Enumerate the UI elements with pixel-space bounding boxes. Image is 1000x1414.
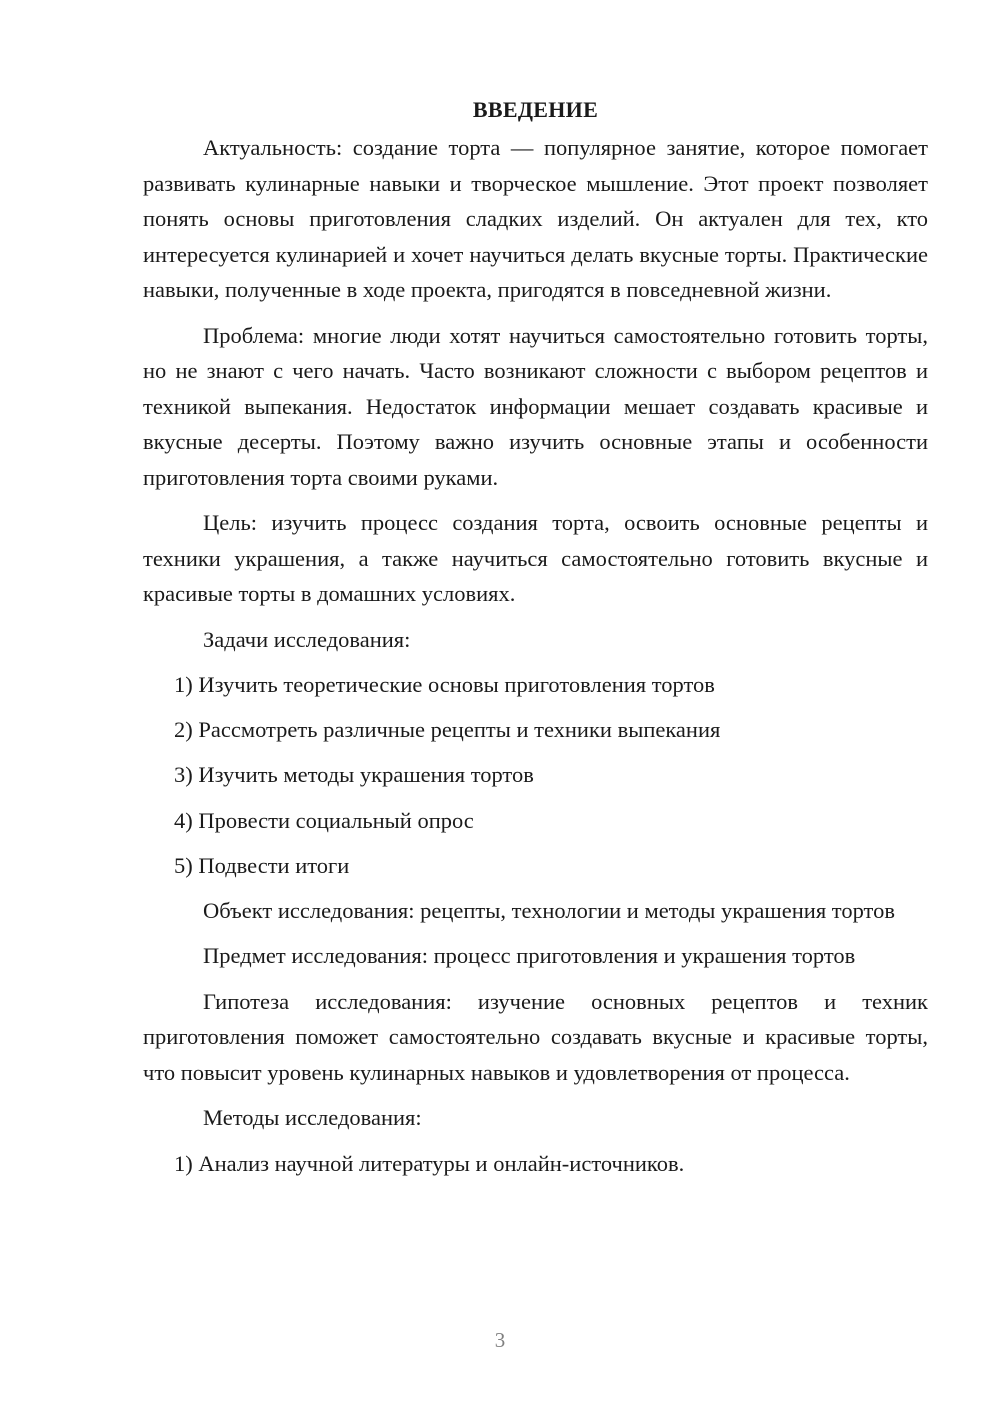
- tasks-label: Задачи исследования:: [203, 626, 411, 652]
- document-page: [143, 92, 928, 1191]
- subject-paragraph: Предмет исследования: процесс приготовления и украшения тортов: [203, 943, 856, 969]
- methods-list: [143, 1146, 928, 1182]
- list-item: 5) Подвести итоги: [174, 852, 350, 878]
- page-number: 3: [494, 1328, 506, 1352]
- list-item: 1) Изучить теоретические основы приготовления тортов: [174, 672, 715, 697]
- page-heading: ВВЕДЕНИЕ: [472, 97, 599, 122]
- list-item: 1) Анализ научной литературы и онлайн-источников.: [174, 1150, 685, 1176]
- list-item: 2) Рассмотреть различные рецепты и техники выпекания: [174, 717, 721, 743]
- list-item: 3) Изучить методы украшения тортов: [174, 762, 534, 788]
- goal-paragraph: Цель: изучить процесс создания торта, освоить основные рецепты и техники украшения, а также научиться самостоятельно готовить вкусные и красивые торты в домашних условиях.: [143, 510, 928, 606]
- list-item: 4) Провести социальный опрос: [174, 807, 474, 833]
- relevance-paragraph: Актуальность: создание торта — популярное занятие, которое помогает развивать кулинарные навыки и творческое мышление. Этот проект позволяет понять основы приготовления сладких изделий. Он актуален для тех, кто интересуется кулинарией и хочет научиться делать вкусные торты. Практические навыки, полученные в ходе проекта, пригодятся в повседневной жизни.: [143, 135, 928, 302]
- methods-label: Методы исследования:: [203, 1105, 422, 1131]
- object-paragraph: Объект исследования: рецепты, технологии и методы украшения тортов: [203, 897, 895, 923]
- hypothesis-paragraph: Гипотеза исследования: изучение основных рецептов и техник приготовления поможет самостоятельно создавать вкусные и красивые торты, что повысит уровень кулинарных навыков и удовлетворения от процесса.: [143, 988, 928, 1085]
- tasks-list: [143, 667, 928, 883]
- problem-paragraph: Проблема: многие люди хотят научиться самостоятельно готовить торты, но не знают с чего начать. Часто возникают сложности с выбором рецептов и техникой выпекания. Недостаток информации мешает создавать красивые и вкусные десерты. Поэтому важно изучить основные этапы и особенности приготовления торта своими руками.: [143, 322, 928, 490]
